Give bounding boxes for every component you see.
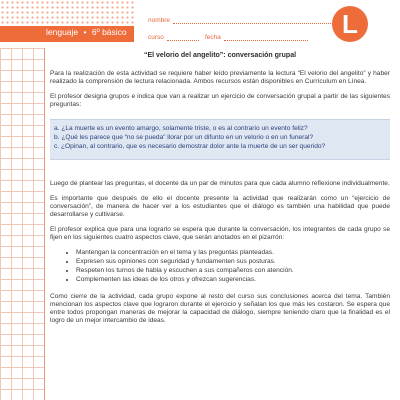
aspects-list (50, 249, 390, 284)
name-line[interactable] (173, 17, 333, 24)
instruction-paragraph: El profesor designa grupos e indica que van a realizar un ejercicio de conversación grupal a partir de las siguientes preguntas: (50, 93, 390, 108)
date-line[interactable] (224, 34, 308, 41)
importance-paragraph: Es importante que después de ello el docente presente la actividad que realizarán como un “ejercicio de conversación”, de manera de hacer ver a los estudiantes que el diálogo es también una habilidad que puede desarrollarse y cultivarse. (50, 195, 390, 218)
subject-name: lenguaje (46, 27, 79, 37)
list-item: • Mantengan la concentración en el tema y las preguntas planteadas. (76, 249, 390, 257)
intro-paragraph: Para la realización de esta actividad se requiere haber leído previamente la lectura “El velorio del angelito” y haber realizado la comprensión de lectura relacionada. Ambos recursos están disponibles en Currículum en Línea. (50, 70, 390, 85)
questions-box (50, 119, 390, 160)
course-field[interactable] (148, 34, 199, 41)
name-field[interactable] (148, 17, 333, 24)
worksheet-header (0, 0, 400, 48)
margin-line (44, 48, 45, 400)
name-label: nombre (148, 17, 171, 24)
document-title: “El velorio del angelito”: conversación grupal (143, 52, 297, 59)
subject-label (46, 27, 127, 37)
list-item: • Complementen las ideas de los otros y ofrezcan sugerencias. (76, 276, 390, 284)
list-item: • Respeten los turnos de habla y escuchen a sus compañeros con atención. (76, 267, 390, 275)
list-item: • Expresen sus opiniones con seguridad y fundamenten sus posturas. (76, 258, 390, 266)
worksheet-content (50, 52, 390, 332)
question-item: a. ¿La muerte es un evento amargo, solamente triste, o es al contrario un evento feliz? (54, 125, 308, 132)
subject-badge-icon: L (332, 6, 368, 42)
reflection-paragraph: Luego de plantear las preguntas, el docente da un par de minutos para que cada alumno reflexione individualmente. (50, 180, 390, 187)
question-item: b. ¿Qué les parece que “no se pueda” llorar por un difunto en un velorio o en un funeral? (54, 134, 314, 141)
aspects-intro-paragraph: El profesor explica que para una lograrlo se espera que durante la conversación, los integrantes de cada grupo se fijen en los siguientes cuatro aspectos clave, que serán anotados en el pizarrón: (50, 226, 390, 241)
header-dot-pattern (0, 0, 134, 26)
grid-margin (0, 48, 44, 400)
date-field[interactable] (205, 34, 308, 41)
closing-paragraph: Como cierre de la actividad, cada grupo expone al resto del curso sus conclusiones acerca del tema. También mencionan los aspectos clave que lograron durante el ejercicio y señalan los que más les costaron. Se espera que entre todos propongan maneras de mejorar la capacidad de diálogo, siempre teniendo claro que la finalidad es el logro de un mejor intercambio de ideas. (50, 293, 390, 324)
question-item: c. ¿Opinan, al contrario, que es necesario demostrar dolor ante la muerte de un ser querido? (54, 143, 326, 150)
date-label: fecha (205, 34, 221, 41)
grade-label: 6º básico (91, 27, 127, 37)
subject-separator: • (83, 27, 87, 37)
course-label: curso (148, 34, 164, 41)
course-line[interactable] (167, 34, 199, 41)
